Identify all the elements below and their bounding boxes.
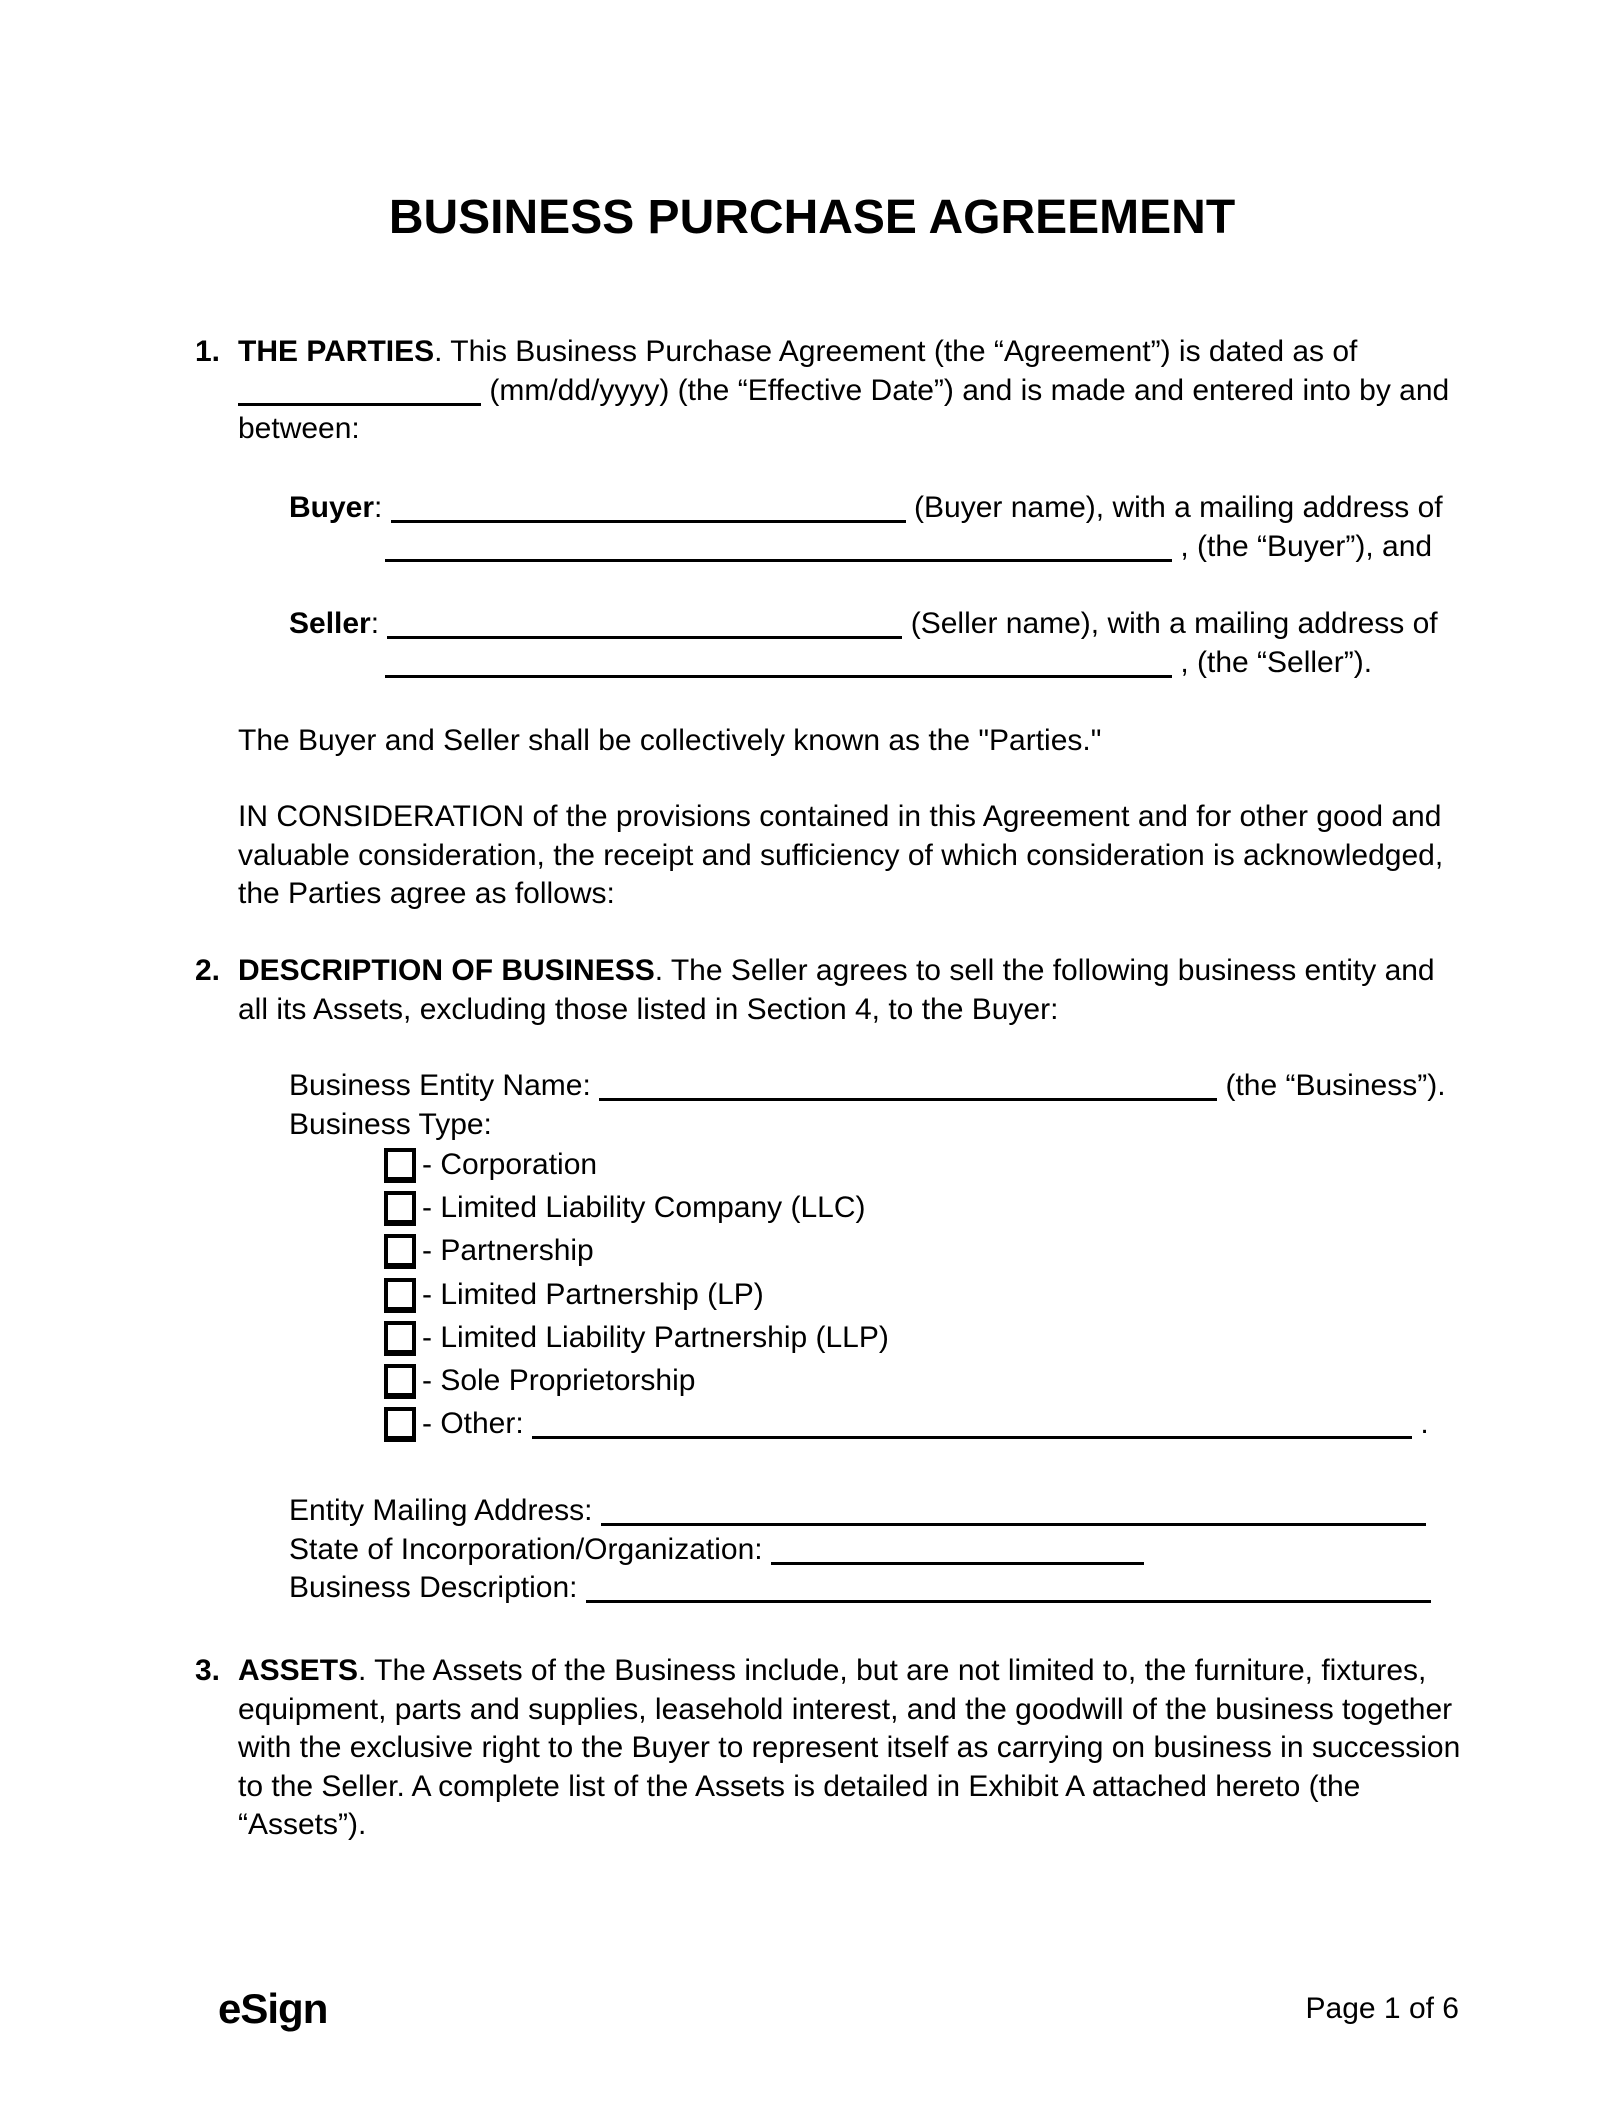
section-number: 1. [195,335,221,368]
llp-checkbox[interactable] [384,1321,416,1356]
business-entity-name-field[interactable] [599,1098,1217,1101]
business-type-options [384,1143,1484,1445]
buyer-line-2: , (the “Buyer”), and [385,528,1469,567]
section-heading: ASSETS [238,1654,359,1687]
state-of-incorporation-row: State of Incorporation/Organization: [289,1531,1469,1570]
section-number: 2. [195,954,221,987]
assets-line-3: with the exclusive right to the Buyer to represent itself as carrying on business in succession [238,1731,1461,1764]
assets-line-2: equipment, parts and supplies, leasehold interest, and the goodwill of the business together [238,1692,1453,1726]
business-type-option-partnership [384,1229,1484,1272]
business-type-option-lp [384,1273,1484,1316]
checkbox-label: - Other: [422,1407,533,1441]
business-type-option-other: - Other: . [384,1402,1484,1445]
business-type-option-corporation [384,1143,1484,1186]
business-type-option-llc [384,1186,1484,1229]
checkbox-label: - Partnership [422,1234,594,1268]
business-type-label: Business Type: [289,1108,492,1141]
buyer-name-field[interactable] [391,520,906,523]
business-description-row: Business Description: [289,1569,1469,1608]
consideration-paragraph: IN CONSIDERATION of the provisions contained in this Agreement and for other good and valuable consideration, the receipt and sufficiency of which consideration is acknowledged, the Parties agree as follows: [238,800,1444,910]
state-of-incorporation-field[interactable] [771,1562,1144,1565]
seller-line-2: , (the “Seller”). [385,644,1469,683]
page-number: Page 1 of 6 [1305,1992,1459,2025]
partnership-checkbox[interactable] [384,1234,416,1269]
entity-details-block [289,1492,1469,1608]
seller-line-1: Seller: (Seller name), with a mailing address of [289,607,1438,640]
assets-line-4: to the Seller. A complete list of the Assets is detailed in Exhibit A attached hereto (the [238,1769,1361,1803]
llc-checkbox[interactable] [384,1191,416,1226]
business-entity-name-row: Business Entity Name: (the “Business”). [289,1069,1446,1102]
section-the-parties [195,333,1450,449]
assets-line-1: ASSETS. The Assets of the Business include, but are not limited to, the furniture, fixtures, [238,1654,1427,1687]
checkbox-label: - Limited Partnership (LP) [422,1277,764,1311]
seller-name-field[interactable] [387,636,902,639]
buyer-line-1: Buyer: (Buyer name), with a mailing address of [289,491,1443,524]
parties-line-1: THE PARTIES. This Business Purchase Agreement (the “Agreement”) is dated as of [238,335,1358,368]
esign-logo: eSign [218,1985,328,2032]
parties-line-2: (mm/dd/yyyy) (the “Effective Date”) and is made and entered into by and [238,372,1443,411]
seller-address-field[interactable] [385,675,1172,678]
entity-mailing-address-field[interactable] [601,1523,1426,1526]
section-assets [195,1652,1461,1845]
description-line-2: all its Assets, excluding those listed in Section 4, to the Buyer: [238,992,1059,1026]
checkbox-label: - Sole Proprietorship [422,1364,696,1398]
buyer-label: Buyer [289,491,375,524]
seller-label: Seller [289,607,371,640]
buyer-block [289,489,1469,566]
parties-line-3: between: [238,412,360,445]
corporation-checkbox[interactable] [384,1148,416,1183]
other-business-type-field[interactable] [532,1436,1412,1439]
section-number: 3. [195,1654,221,1687]
sole-proprietorship-checkbox[interactable] [384,1364,416,1399]
checkbox-label: - Limited Liability Company (LLC) [422,1191,866,1225]
effective-date-field[interactable] [238,403,481,406]
checkbox-label: - Corporation [422,1148,598,1181]
business-type-option-llp [384,1316,1484,1359]
section-description-of-business [195,952,1450,1029]
section-heading: DESCRIPTION OF BUSINESS [238,954,655,987]
checkbox-label: - Limited Liability Partnership (LLP) [422,1320,889,1354]
entity-mailing-address-row: Entity Mailing Address: [289,1492,1469,1531]
assets-line-5: “Assets”). [238,1808,367,1841]
business-type-option-sole-proprietorship [384,1359,1484,1402]
lp-checkbox[interactable] [384,1278,416,1313]
page-title: BUSINESS PURCHASE AGREEMENT [388,191,1236,244]
business-description-field[interactable] [586,1600,1431,1603]
parties-collective-note: The Buyer and Seller shall be collectively known as the "Parties." [238,724,1102,757]
seller-block [289,605,1469,682]
buyer-address-field[interactable] [385,559,1172,562]
description-line-1: DESCRIPTION OF BUSINESS. The Seller agrees to sell the following business entity and [238,954,1435,987]
section-heading: THE PARTIES [238,335,435,368]
other-checkbox[interactable] [384,1407,416,1442]
